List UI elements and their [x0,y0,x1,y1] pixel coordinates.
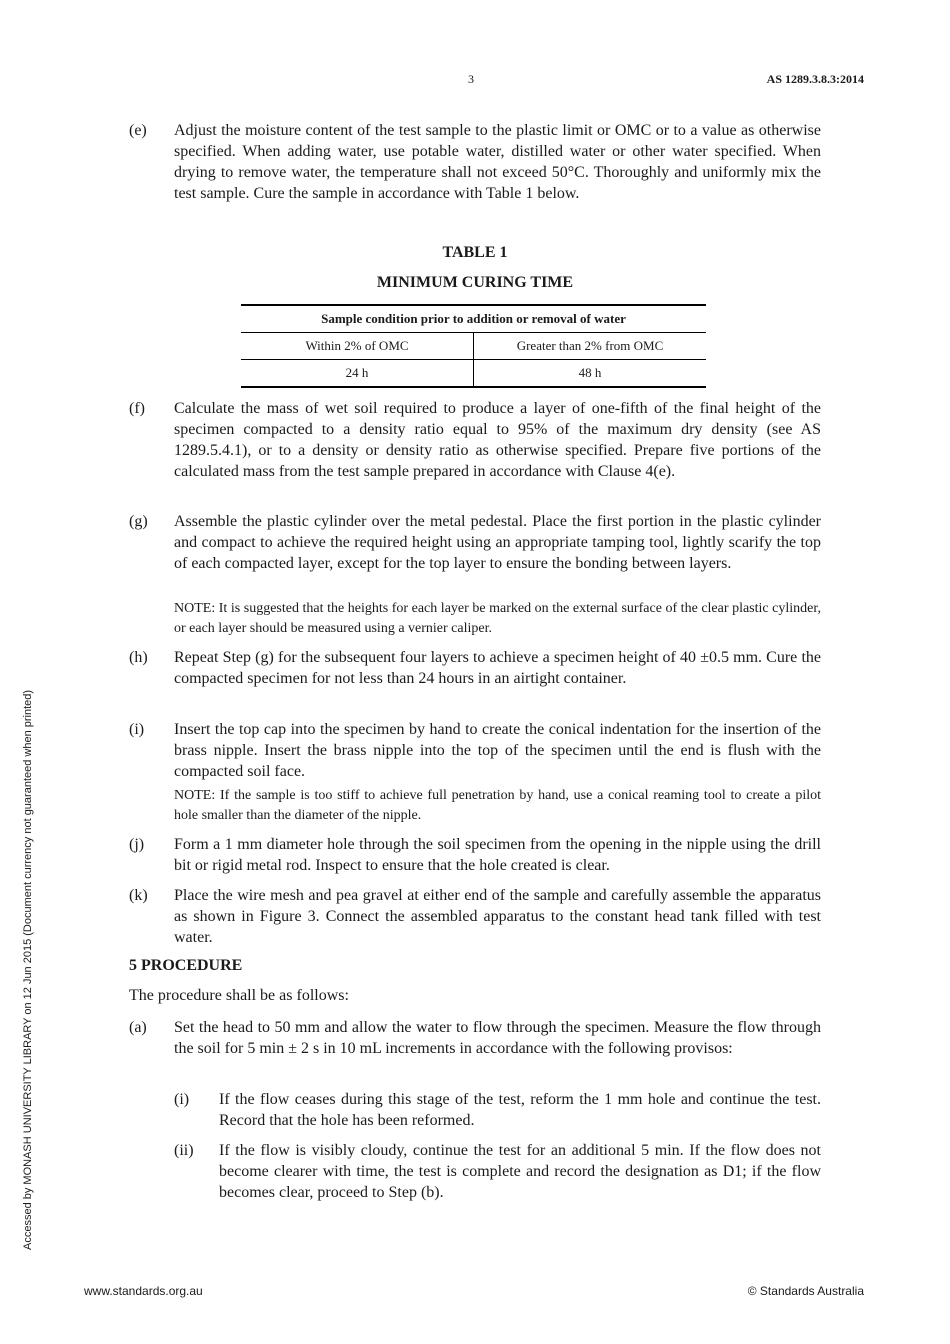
item-text: Adjust the moisture content of the test sample to the plastic limit or OMC or to a value as otherwise specified. When adding water, use potable water, distilled water or other water specified. When drying to remove water, the temperature shall not exceed 50°C. Thoroughly and uniformly mix the test sample. Cure the sample in accordance with Table 1 below. [174,122,821,202]
item-label: (a) [129,1019,147,1036]
table-header: Sample condition prior to addition or removal of water [241,305,706,333]
item-label: (k) [129,887,148,904]
standard-code: AS 1289.3.8.3:2014 [766,72,864,86]
clause-item-f [129,398,821,482]
note-i: NOTE: If the sample is too stiff to achieve full penetration by hand, use a conical reaming tool to create a pilot hole smaller than the diameter of the nipple. [174,788,821,823]
proviso-i [174,1089,821,1131]
item-label: (g) [129,513,148,530]
clause-item-j [129,834,821,876]
item-label: (h) [129,649,148,666]
item-label: (i) [129,721,145,738]
table-cell: 48 h [474,360,707,388]
table-label: TABLE 1 [442,244,508,261]
sub-item-text: If the flow is visibly cloudy, continue the test for an additional 5 min. If the flow does not become clearer with time, the test is complete and record the designation as D1; if the flow becomes clear, proceed to Step (b). [219,1142,821,1201]
access-watermark: Accessed by MONASH UNIVERSITY LIBRARY on 12 Jun 2015 (Document currency not guaranteed when printed) [22,689,34,1250]
footer-website-link[interactable]: www.standards.org.au [84,1284,203,1298]
item-text: Set the head to 50 mm and allow the water to flow through the specimen. Measure the flow through the soil for 5 min ± 2 s in 10 mL increments in accordance with the following provisos: [174,1019,821,1057]
sub-item-label: (i) [174,1091,190,1108]
item-label: (j) [129,836,145,853]
sub-item-label: (ii) [174,1142,194,1159]
item-text: Insert the top cap into the specimen by hand to create the conical indentation for the insertion of the brass nipple. Insert the brass nipple into the top of the specimen until the end is flush with the compacted soil face. [174,721,821,780]
clause-item-k [129,885,821,948]
proviso-ii [174,1140,821,1203]
clause-item-g [129,511,821,574]
page-number: 3 [468,72,474,86]
section-heading: 5 PROCEDURE [129,957,243,974]
table-column-header: Greater than 2% from OMC [474,333,707,360]
item-label: (e) [129,122,147,139]
clause-item-i [129,719,821,782]
clause-item-h [129,647,821,689]
procedure-step-a [129,1017,821,1059]
item-label: (f) [129,400,145,417]
table-column-header: Within 2% of OMC [241,333,474,360]
footer-copyright: © Standards Australia [747,1284,864,1298]
table-cell: 24 h [241,360,474,388]
item-text: Place the wire mesh and pea gravel at either end of the sample and carefully assemble the apparatus as shown in Figure 3. Connect the assembled apparatus to the constant head tank filled with test water. [174,887,821,946]
clause-item-e [129,120,821,204]
table-title: MINIMUM CURING TIME [376,274,574,291]
section-intro: The procedure shall be as follows: [129,987,349,1004]
item-text: Calculate the mass of wet soil required to produce a layer of one-fifth of the final height of the specimen compacted to a density ratio equal to 95% of the maximum dry density (see AS 1289.5.4.1), or to a density or density ratio as otherwise specified. Prepare five portions of the calculated mass from the test sample prepared in accordance with Clause 4(e). [174,400,821,480]
note-g: NOTE: It is suggested that the heights for each layer be marked on the external surface of the clear plastic cylinder, or each layer should be measured using a vernier caliper. [174,601,821,636]
curing-time-table [241,304,706,388]
sub-item-text: If the flow ceases during this stage of the test, reform the 1 mm hole and continue the test. Record that the hole has been reformed. [219,1091,821,1129]
item-text: Form a 1 mm diameter hole through the soil specimen from the opening in the nipple using the drill bit or rigid metal rod. Inspect to ensure that the hole created is clear. [174,836,821,874]
item-text: Repeat Step (g) for the subsequent four layers to achieve a specimen height of 40 ±0.5 mm. Cure the compacted specimen for not less than 24 hours in an airtight container. [174,649,821,687]
item-text: Assemble the plastic cylinder over the metal pedestal. Place the first portion in the plastic cylinder and compact to achieve the required height using an appropriate tamping tool, lightly scarify the top of each compacted layer, except for the top layer to ensure the bonding between layers. [174,513,821,572]
